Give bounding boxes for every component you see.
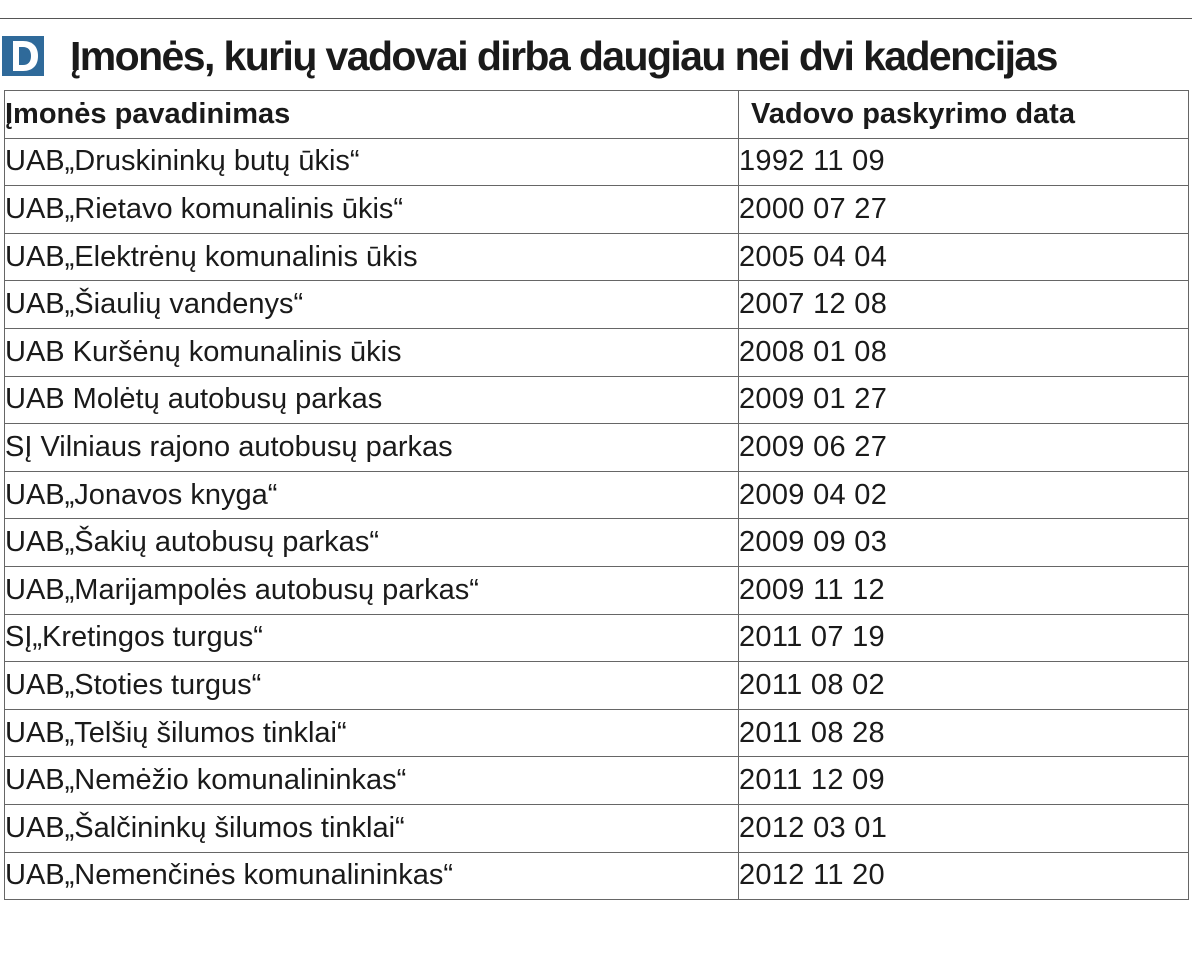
column-header-company: Įmonės pavadinimas	[5, 91, 739, 139]
title-row	[0, 30, 1192, 82]
appointment-date-cell: 2012 11 20	[739, 852, 1189, 900]
top-rule	[0, 18, 1192, 19]
appointment-date-cell: 2009 09 03	[739, 519, 1189, 567]
section-badge	[2, 36, 44, 76]
page-title: Įmonės, kurių vadovai dirba daugiau nei dvi kadencijas	[70, 33, 1057, 79]
appointment-date-cell: 2011 08 28	[739, 709, 1189, 757]
company-name-cell: UAB„Telšių šilumos tinklai“	[5, 709, 739, 757]
company-name-cell: UAB„Jonavos knyga“	[5, 471, 739, 519]
table-row	[5, 328, 1189, 376]
company-name-cell: UAB„Nemėžio komunalininkas“	[5, 757, 739, 805]
table-row	[5, 709, 1189, 757]
table-row	[5, 662, 1189, 710]
company-name-cell: UAB„Šalčininkų šilumos tinklai“	[5, 804, 739, 852]
table-row	[5, 186, 1189, 234]
appointment-date-cell: 1992 11 09	[739, 138, 1189, 186]
table-row	[5, 566, 1189, 614]
company-name-cell: UAB„Marijampolės autobusų parkas“	[5, 566, 739, 614]
company-name-cell: UAB„Stoties turgus“	[5, 662, 739, 710]
table-row	[5, 281, 1189, 329]
companies-table	[4, 90, 1189, 900]
appointment-date-cell: 2009 11 12	[739, 566, 1189, 614]
appointment-date-cell: 2005 04 04	[739, 233, 1189, 281]
column-header-date: Vadovo paskyrimo data	[739, 91, 1189, 139]
table-row	[5, 233, 1189, 281]
appointment-date-cell: 2012 03 01	[739, 804, 1189, 852]
table-row	[5, 138, 1189, 186]
appointment-date-cell: 2009 01 27	[739, 376, 1189, 424]
company-name-cell: UAB„Elektrėnų komunalinis ūkis	[5, 233, 739, 281]
appointment-date-cell: 2011 08 02	[739, 662, 1189, 710]
table-header-row	[5, 91, 1189, 139]
company-name-cell: UAB„Nemenčinės komunalininkas“	[5, 852, 739, 900]
table-row	[5, 757, 1189, 805]
company-name-cell: SĮ„Kretingos turgus“	[5, 614, 739, 662]
letter-d-icon	[2, 36, 44, 76]
table-row	[5, 852, 1189, 900]
company-name-cell: UAB„Druskininkų butų ūkis“	[5, 138, 739, 186]
appointment-date-cell: 2011 07 19	[739, 614, 1189, 662]
table-row	[5, 519, 1189, 567]
appointment-date-cell: 2009 04 02	[739, 471, 1189, 519]
company-name-cell: SĮ Vilniaus rajono autobusų parkas	[5, 424, 739, 472]
company-name-cell: UAB Kuršėnų komunalinis ūkis	[5, 328, 739, 376]
company-name-cell: UAB„Šiaulių vandenys“	[5, 281, 739, 329]
appointment-date-cell: 2000 07 27	[739, 186, 1189, 234]
company-name-cell: UAB„Šakių autobusų parkas“	[5, 519, 739, 567]
appointment-date-cell: 2007 12 08	[739, 281, 1189, 329]
appointment-date-cell: 2009 06 27	[739, 424, 1189, 472]
table-row	[5, 424, 1189, 472]
table-row	[5, 376, 1189, 424]
table-body	[5, 138, 1189, 900]
table-row	[5, 804, 1189, 852]
company-name-cell: UAB„Rietavo komunalinis ūkis“	[5, 186, 739, 234]
table-row	[5, 471, 1189, 519]
company-name-cell: UAB Molėtų autobusų parkas	[5, 376, 739, 424]
appointment-date-cell: 2011 12 09	[739, 757, 1189, 805]
appointment-date-cell: 2008 01 08	[739, 328, 1189, 376]
table-row	[5, 614, 1189, 662]
